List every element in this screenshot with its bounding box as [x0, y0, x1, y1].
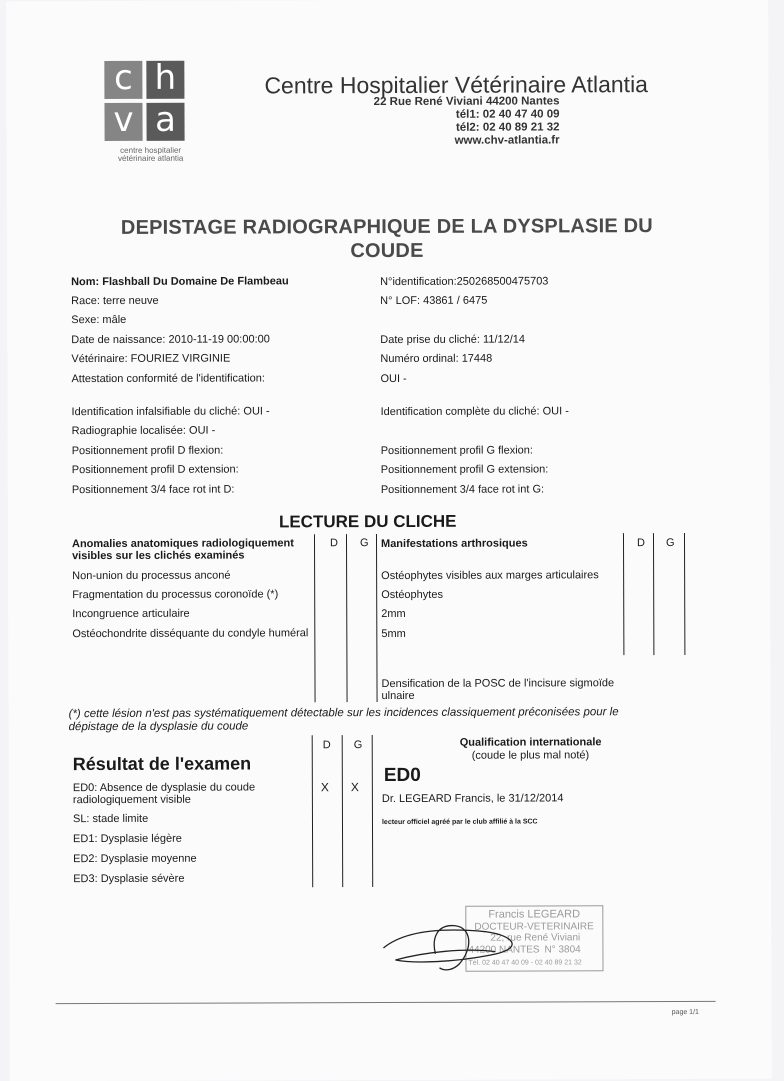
result-divider: [372, 735, 374, 887]
page-number: page 1/1: [671, 1008, 699, 1017]
arthrosis-item: 5mm: [381, 627, 406, 641]
footnote: [69, 706, 619, 734]
result-mark-d: X: [320, 780, 329, 795]
footer-rule: [56, 1001, 716, 1004]
result-ed3: ED3: Dysplasie sévère: [73, 872, 185, 886]
anomalies-header-line-2: visibles sur les clichés examinés: [72, 549, 245, 563]
arthrosis-item: Ostéophytes: [381, 588, 443, 602]
logo-tile-a: a: [146, 103, 184, 141]
posc-line-2: ulnaire: [381, 689, 415, 703]
arthrosis-item: 2mm: [381, 607, 406, 621]
arthrosis-header: Manifestations arthrosiques: [380, 537, 528, 551]
document-page: [6, 0, 772, 1081]
result-mark-g: X: [350, 780, 359, 795]
result-sl: SL: stade limite: [72, 812, 149, 826]
stamp-name: Francis LEGEARD: [488, 908, 581, 921]
result-col-g: G: [353, 739, 363, 752]
patient-birth-date: Date de naissance: 2010-11-19 00:00:00: [71, 333, 270, 347]
table-divider: [653, 533, 654, 655]
stamp-title: DOCTEUR-VETERINAIRE: [474, 921, 594, 933]
arthrosis-item: Ostéophytes visibles aux marges articulaires: [381, 569, 599, 583]
hospital-website: www.chv-atlantia.fr: [454, 134, 560, 147]
patient-sex: Sexe: mâle: [71, 313, 127, 327]
patient-identification: N°identification:250268500475703: [380, 275, 549, 289]
check-left-item: Positionnement profil D extension:: [71, 463, 239, 477]
anomaly-item: Ostéochondrite disséquante du condyle huméral: [72, 627, 309, 641]
anomaly-item: Fragmentation du processus coronoïde (*): [72, 588, 279, 602]
qualification-subtitle: (coude le plus mal noté): [471, 749, 590, 762]
reader-signature-line: Dr. LEGEARD Francis, le 31/12/2014: [381, 792, 564, 806]
stamp-street: 22, rue René Viviani: [490, 932, 581, 944]
result-col-d: D: [322, 739, 331, 752]
result-ed0-line-2: radiologiquement visible: [72, 793, 191, 807]
hospital-address: 22 Rue René Viviani 44200 Nantes: [373, 95, 560, 109]
check-left-item: Positionnement 3/4 face rot int D:: [71, 483, 235, 497]
footnote-line-2: dépistage de la dysplasie du coude: [68, 720, 249, 734]
stamp-city: 44200 NANTES: [468, 944, 540, 956]
check-left-item: Radiographie localisée: OUI -: [71, 424, 216, 438]
patient-name: Nom: Flashball Du Domaine De Flambeau: [71, 275, 289, 289]
stamp-phones: Tél. 02 40 47 40 09 - 02 40 89 21 32: [468, 959, 582, 967]
anomalies-header-line-1: Anomalies anatomiques radiologiquement: [71, 537, 294, 551]
table-divider: [684, 533, 685, 655]
check-left-item: Positionnement profil D flexion:: [71, 444, 224, 458]
logo-caption-line-2: vétérinaire atlantia: [117, 153, 184, 163]
result-divider: [312, 735, 314, 887]
anomaly-item: Incongruence articulaire: [72, 607, 190, 621]
reading-heading: LECTURE DU CLICHE: [278, 511, 457, 532]
hospital-tel1: tél1: 02 40 47 40 09: [455, 108, 560, 121]
patient-vet: Vétérinaire: FOURIEZ VIRGINIE: [71, 352, 231, 366]
posc-item: [381, 677, 614, 702]
logo-tile-v: v: [104, 103, 142, 141]
result-heading: Résultat de l'examen: [72, 753, 252, 775]
check-left-item: Identification infalsifiable du cliché: OUI -: [71, 405, 270, 419]
result-ed0-line-1: ED0: Absence de dysplasie du coude: [72, 781, 256, 795]
result-divider: [342, 735, 344, 887]
check-right-item: Identification complète du cliché: OUI -: [380, 405, 569, 419]
ordinal-number: Numéro ordinal: 17448: [380, 352, 493, 366]
logo-tile-c: c: [104, 61, 142, 99]
reader-note: lecteur officiel agréé par le club affilié à la SCC: [381, 818, 538, 827]
logo-caption: [105, 147, 197, 163]
arthrosis-col-d: D: [636, 537, 645, 550]
signature-scribble: [375, 917, 535, 978]
patient-breed: Race: terre neuve: [71, 294, 159, 308]
result-ed1: ED1: Dysplasie légère: [73, 832, 182, 846]
posc-line-1: Densification de la POSC de l'incisure sigmoïde: [381, 677, 615, 691]
anomalies-header: [72, 537, 294, 562]
stamp-number: N° 3804: [544, 944, 581, 956]
table-divider: [314, 534, 316, 702]
anomaly-item: Non-union du processus anconé: [72, 569, 231, 583]
logo-caption-line-1: centre hospitalier: [120, 145, 182, 155]
patient-lof: N° LOF: 43861 / 6475: [380, 294, 488, 308]
qualification-title: Qualification internationale: [459, 736, 602, 749]
anomalies-col-g: G: [359, 537, 369, 550]
attestation-value: OUI -: [380, 372, 407, 386]
table-divider: [346, 534, 348, 702]
chva-logo: [104, 57, 190, 165]
hospital-tel2: tél2: 02 40 89 21 32: [455, 121, 560, 134]
hospital-address-block: [346, 95, 559, 148]
footnote-line-1: (*) cette lésion n'est pas systématiquement détectable sur les incidences classiquement préconisées pour le: [68, 706, 619, 721]
document-title-line-2: COUDE: [350, 239, 424, 263]
check-right-item: Positionnement profil G extension:: [380, 463, 549, 477]
result-ed0: [73, 781, 255, 806]
anomalies-col-d: D: [329, 537, 338, 550]
qualification-grade: ED0: [383, 764, 421, 787]
logo-tile-h: h: [146, 61, 184, 99]
table-divider: [623, 533, 624, 655]
result-ed2: ED2: Dysplasie moyenne: [73, 852, 197, 866]
hospital-name: Centre Hospitalier Vétérinaire Atlantia: [264, 71, 649, 99]
arthrosis-col-g: G: [665, 537, 675, 550]
check-right-item: Positionnement profil G flexion:: [380, 444, 533, 458]
table-divider: [376, 534, 378, 702]
patient-attestation: Attestation conformité de l'identification:: [71, 372, 265, 386]
xray-date: Date prise du cliché: 11/12/14: [380, 333, 526, 347]
check-right-item: Positionnement 3/4 face rot int G:: [380, 483, 545, 497]
document-title-line-1: DEPISTAGE RADIOGRAPHIQUE DE LA DYSPLASIE DU: [120, 215, 653, 239]
